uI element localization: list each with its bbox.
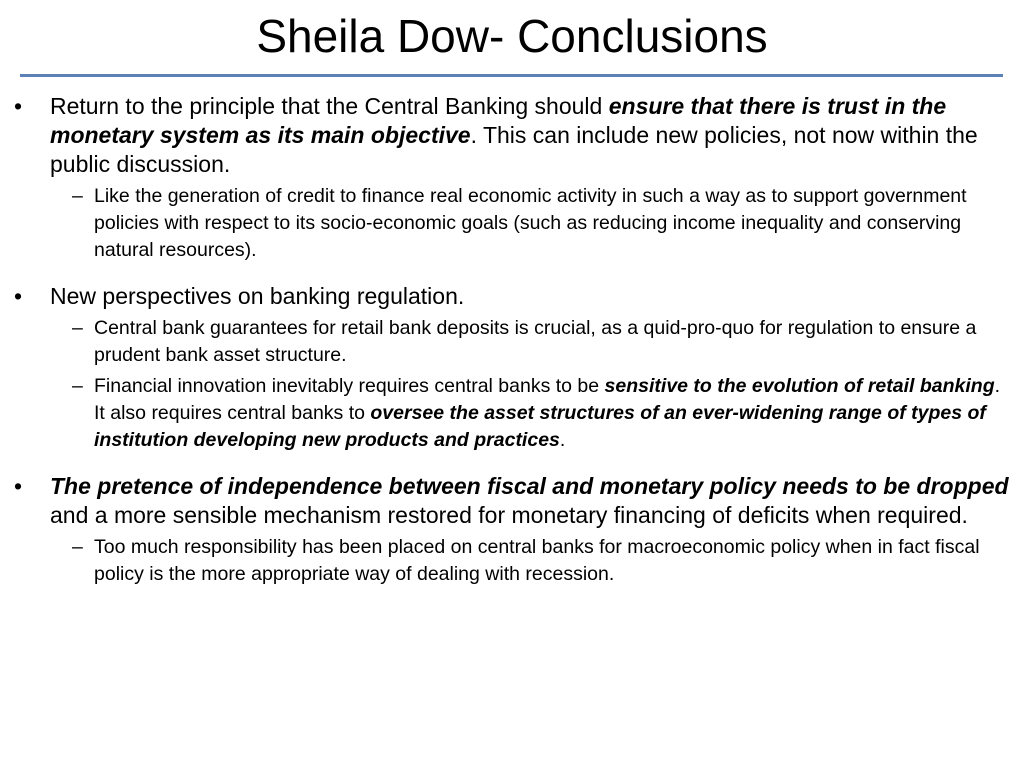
dash-icon: – bbox=[72, 375, 83, 397]
sub-point-3-1 bbox=[0, 534, 1024, 588]
sub-point-2-1-text: Central bank guarantees for retail bank deposits is crucial, as a quid-pro-quo for regulation to ensure a prudent bank asset structure. bbox=[94, 317, 977, 366]
bullet-icon: • bbox=[14, 283, 23, 309]
sub-point-2-2 bbox=[0, 373, 1024, 454]
sub-point-1-1-text: Like the generation of credit to finance real economic activity in such a way as to support government policies with respect to its socio-economic goals (such as reducing income inequality and conserving natural resources). bbox=[94, 185, 967, 261]
sub-point-3-1-text: Too much responsibility has been placed on central banks for macroeconomic policy when in fact fiscal policy is the more appropriate way of dealing with recession. bbox=[94, 536, 980, 585]
sub-point-2-2-text-a: Financial innovation inevitably requires central banks to be bbox=[94, 375, 605, 397]
bullet-point-1-text-b: . This can include new policies, not now within the public discussion. bbox=[50, 122, 978, 177]
sub-point-2-2-text-b: . It also requires central banks to bbox=[94, 375, 1001, 424]
sub-point-2-1 bbox=[0, 315, 1024, 369]
slide-title: Sheila Dow- Conclusions bbox=[256, 10, 768, 62]
bullet-point-2-text: New perspectives on banking regulation. bbox=[50, 283, 465, 309]
bullet-point-3 bbox=[0, 472, 1024, 530]
bullet-point-1 bbox=[0, 92, 1024, 179]
bullet-point-1-emphasis: ensure that there is trust in the monetary system as its main objective bbox=[50, 93, 947, 148]
dash-icon: – bbox=[72, 317, 83, 339]
bullet-point-3-text: and a more sensible mechanism restored for monetary financing of deficits when required. bbox=[50, 502, 968, 528]
sub-point-1-1 bbox=[0, 183, 1024, 264]
sub-point-2-2-emphasis-b: oversee the asset structures of an ever-widening range of types of institution developing new products and practices bbox=[94, 402, 986, 451]
dash-icon: – bbox=[72, 536, 83, 558]
slide-content bbox=[0, 92, 1024, 588]
sub-point-2-2-text-c: . bbox=[559, 429, 566, 451]
bullet-point-3-emphasis: The pretence of independence between fiscal and monetary policy needs to be dropped bbox=[50, 473, 1009, 499]
dash-icon: – bbox=[72, 185, 83, 207]
bullet-icon: • bbox=[14, 93, 23, 119]
bullet-icon: • bbox=[14, 473, 23, 499]
bullet-point-1-text-a: Return to the principle that the Central Banking should bbox=[50, 93, 609, 119]
sub-point-2-2-emphasis-a: sensitive to the evolution of retail banking bbox=[604, 375, 995, 397]
title-divider bbox=[20, 74, 1003, 77]
bullet-point-2 bbox=[0, 282, 1024, 311]
